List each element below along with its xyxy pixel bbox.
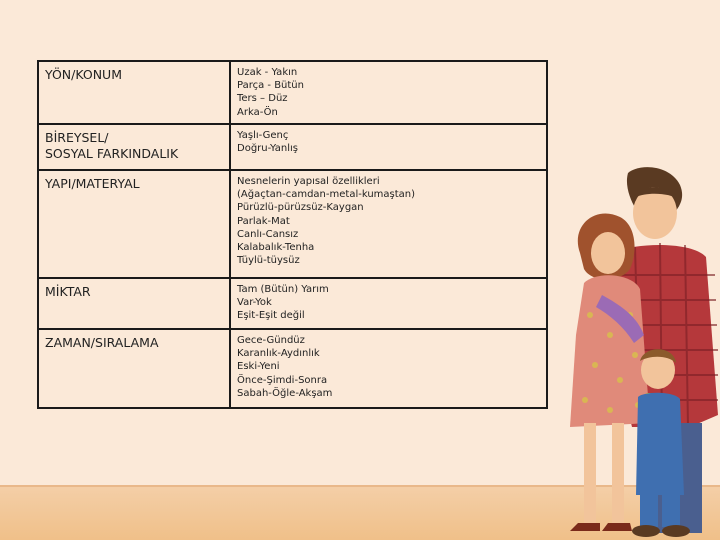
item-text: Nesnelerin yapısal özellikleri: [237, 176, 380, 187]
category-cell: [38, 61, 230, 124]
category-label: ZAMAN/SIRALAMA: [45, 335, 159, 350]
item-text: Canlı-Cansız: [237, 228, 299, 240]
items-cell: [230, 329, 547, 408]
item-text: Sabah-Öğle-Akşam: [237, 387, 333, 399]
table-row: [38, 278, 547, 329]
family-illustration-icon: [540, 165, 720, 540]
items-cell: [230, 278, 547, 329]
item-text: Eşit-Eşit değil: [237, 310, 305, 322]
item-text: Tüylü-tüysüz: [237, 255, 300, 267]
category-label: YÖN/KONUM: [45, 67, 122, 82]
concepts-table: [37, 60, 548, 409]
item-text: Kalabalık-Tenha: [237, 242, 315, 254]
item-text: Parlak-Mat: [237, 215, 290, 227]
items-cell: [230, 61, 547, 124]
item-text: Karanlık-Aydınlık: [237, 348, 320, 360]
category-label: SOSYAL FARKINDALIK: [45, 146, 179, 161]
item-text: Gece-Gündüz: [237, 335, 305, 346]
items-cell: [230, 170, 547, 278]
table-row: [38, 61, 547, 124]
item-text: Önce-Şimdi-Sonra: [237, 374, 328, 386]
item-text: Tam (Bütün) Yarım: [237, 284, 329, 295]
item-text: Arka-Ön: [237, 106, 278, 118]
table-row: [38, 170, 547, 278]
item-text: Parça - Bütün: [237, 80, 304, 92]
item-text: Doğru-Yanlış: [237, 143, 299, 155]
category-cell: [38, 329, 230, 408]
item-text: Var-Yok: [237, 297, 272, 309]
table-row: [38, 124, 547, 170]
table-row: [38, 329, 547, 408]
item-text: Uzak - Yakın: [237, 67, 298, 78]
category-cell: [38, 170, 230, 278]
category-cell: [38, 278, 230, 329]
item-text: Eski-Yeni: [237, 361, 280, 373]
item-text: Pürüzlü-pürüzsüz-Kaygan: [237, 202, 364, 214]
item-text: Ters – Düz: [237, 93, 288, 105]
category-cell: [38, 124, 230, 170]
item-text: Yaşlı-Genç: [237, 130, 289, 141]
category-label: MİKTAR: [45, 284, 91, 299]
items-cell: [230, 124, 547, 170]
item-text: (Ağaçtan-camdan-metal-kumaştan): [237, 189, 416, 201]
category-label: YAPI/MATERYAL: [45, 176, 140, 191]
category-label: BİREYSEL/: [45, 130, 109, 145]
